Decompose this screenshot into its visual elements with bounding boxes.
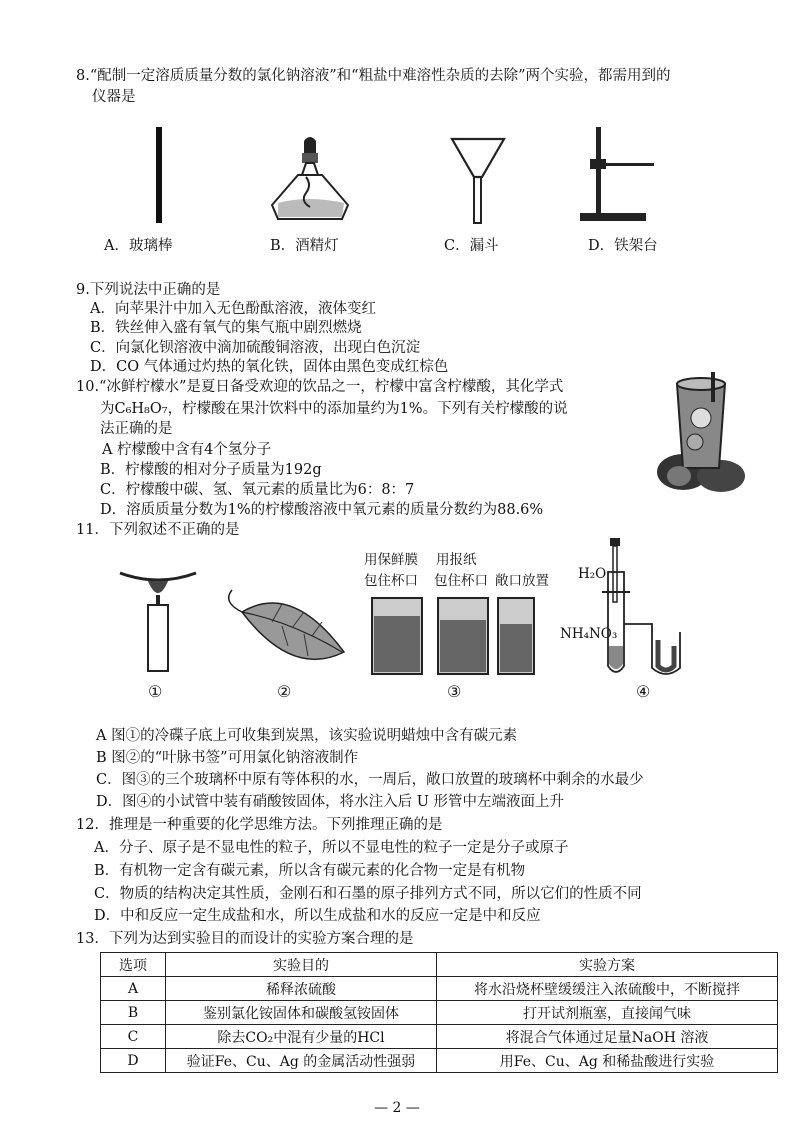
beaker-c-label: 敞口放置 bbox=[495, 573, 549, 589]
q11-stem: 11．下列叙述不正确的是 bbox=[76, 522, 240, 538]
row-d-option: D bbox=[101, 1049, 166, 1073]
q10-stem-line2: 为C₆H₈O₇，柠檬酸在果汁饮料中的添加量约为1%。下列有关柠檬酸的说 bbox=[100, 401, 568, 417]
q11-option-b: B 图②的“叶脉书签”可用氯化钠溶液制作 bbox=[96, 750, 359, 766]
q8-option-d: D．铁架台 bbox=[588, 238, 658, 254]
water-label: H₂O bbox=[578, 566, 607, 582]
q10-option-d: D．溶质质量分数为1%的柠檬酸溶液中氧元素的质量分数约为88.6% bbox=[100, 502, 544, 518]
alcohol-lamp-figure bbox=[268, 133, 352, 225]
header-option: 选项 bbox=[101, 953, 166, 977]
fig-label-1: ① bbox=[148, 682, 163, 701]
header-plan: 实验方案 bbox=[437, 953, 778, 977]
fig-label-2: ② bbox=[277, 682, 292, 701]
row-c-plan: 将混合气体通过足量NaOH 溶液 bbox=[437, 1025, 778, 1049]
table-row bbox=[101, 1025, 778, 1049]
beaker-b-label-1: 用报纸 bbox=[436, 552, 477, 568]
q10-option-b: B．柠檬酸的相对分子质量为192g bbox=[100, 462, 322, 478]
iron-stand-figure bbox=[578, 125, 658, 225]
q9-option-c: C．向氯化钡溶液中滴加硫酸铜溶液，出现白色沉淀 bbox=[90, 340, 421, 356]
row-c-purpose: 除去CO₂中混有少量的HCl bbox=[166, 1025, 437, 1049]
table-header-row bbox=[101, 953, 778, 977]
q10-stem-line3: 法正确的是 bbox=[100, 421, 173, 437]
header-purpose: 实验目的 bbox=[166, 953, 437, 977]
q8-option-a: A．玻璃棒 bbox=[104, 238, 173, 254]
table-row bbox=[101, 1001, 778, 1025]
row-d-plan: 用Fe、Cu、Ag 和稀盐酸进行实验 bbox=[437, 1049, 778, 1073]
three-beakers-figure bbox=[368, 594, 538, 678]
q12-stem: 12．推理是一种重要的化学思维方法。下列推理正确的是 bbox=[76, 817, 443, 833]
row-b-plan: 打开试剂瓶塞，直接闻气味 bbox=[437, 1001, 778, 1025]
beaker-a-label-2: 包住杯口 bbox=[364, 573, 418, 589]
q11-option-a: A 图①的冷碟子底上可收集到炭黑，该实验说明蜡烛中含有碳元素 bbox=[96, 728, 518, 744]
table-row bbox=[101, 977, 778, 1001]
row-a-purpose: 稀释浓硫酸 bbox=[166, 977, 437, 1001]
page-number: — 2 — bbox=[374, 1100, 420, 1116]
q8-option-c: C．漏斗 bbox=[444, 238, 499, 254]
beaker-b-label-2: 包住杯口 bbox=[434, 573, 488, 589]
row-a-plan: 将水沿烧杯壁缓缓注入浓硫酸中，不断搅拌 bbox=[437, 977, 778, 1001]
fig-label-4: ④ bbox=[636, 682, 651, 701]
row-b-purpose: 鉴别氯化铵固体和碳酸氢铵固体 bbox=[166, 1001, 437, 1025]
row-b-option: B bbox=[101, 1001, 166, 1025]
experiment-table bbox=[100, 952, 778, 1073]
q8-stem-line1: 8.“配制一定溶质质量分数的氯化钠溶液”和“粗盐中难溶性杂质的去除”两个实验，都需用到的 bbox=[76, 68, 671, 84]
u-tube-apparatus-figure bbox=[600, 536, 690, 680]
beaker-a-label-1: 用保鲜膜 bbox=[364, 552, 418, 568]
q11-option-d: D．图④的小试管中装有硝酸铵固体，将水注入后 U 形管中左端液面上升 bbox=[96, 794, 565, 810]
q12-option-c: C．物质的结构决定其性质，金刚石和石墨的原子排列方式不同，所以它们的性质不同 bbox=[94, 886, 642, 902]
q10-option-a: A 柠檬酸中含有4个氢分子 bbox=[102, 442, 272, 458]
leaf-vein-figure bbox=[212, 582, 348, 674]
q9-option-b: B．铁丝伸入盛有氧气的集气瓶中剧烈燃烧 bbox=[90, 320, 362, 336]
ammonium-nitrate-label: NH₄NO₃ bbox=[560, 626, 618, 642]
q12-option-b: B．有机物一定含有碳元素，所以含有碳元素的化合物一定是有机物 bbox=[94, 863, 526, 879]
q13-stem: 13．下列为达到实验目的而设计的实验方案合理的是 bbox=[76, 931, 414, 947]
row-d-purpose: 验证Fe、Cu、Ag 的金属活动性强弱 bbox=[166, 1049, 437, 1073]
q9-stem: 9.下列说法中正确的是 bbox=[76, 282, 221, 298]
q10-option-c: C．柠檬酸中碳、氢、氧元素的质量比为6：8：7 bbox=[100, 482, 415, 498]
candle-dish-figure bbox=[118, 565, 198, 675]
q12-option-d: D．中和反应一定生成盐和水，所以生成盐和水的反应一定是中和反应 bbox=[94, 908, 541, 924]
lemon-drink-image bbox=[655, 372, 747, 494]
table-row bbox=[101, 1049, 778, 1073]
q9-option-d: D．CO 气体通过灼热的氧化铁，固体由黑色变成红棕色 bbox=[90, 359, 449, 375]
fig-label-3: ③ bbox=[447, 682, 462, 701]
glass-rod-figure bbox=[150, 125, 170, 225]
q8-option-b: B．酒精灯 bbox=[270, 238, 339, 254]
funnel-figure bbox=[448, 133, 508, 225]
q11-option-c: C．图③的三个玻璃杯中原有等体积的水，一周后，敞口放置的玻璃杯中剩余的水最少 bbox=[96, 772, 644, 788]
q10-stem-line1: 10.“冰鲜柠檬水”是夏日备受欢迎的饮品之一，柠檬中富含柠檬酸，其化学式 bbox=[76, 379, 564, 395]
q8-stem-line2: 仪器是 bbox=[92, 89, 136, 105]
q12-option-a: A．分子、原子是不显电性的粒子，所以不显电性的粒子一定是分子或原子 bbox=[94, 840, 569, 856]
row-a-option: A bbox=[101, 977, 166, 1001]
row-c-option: C bbox=[101, 1025, 166, 1049]
q9-option-a: A．向苹果汁中加入无色酚酞溶液，液体变红 bbox=[90, 301, 376, 317]
